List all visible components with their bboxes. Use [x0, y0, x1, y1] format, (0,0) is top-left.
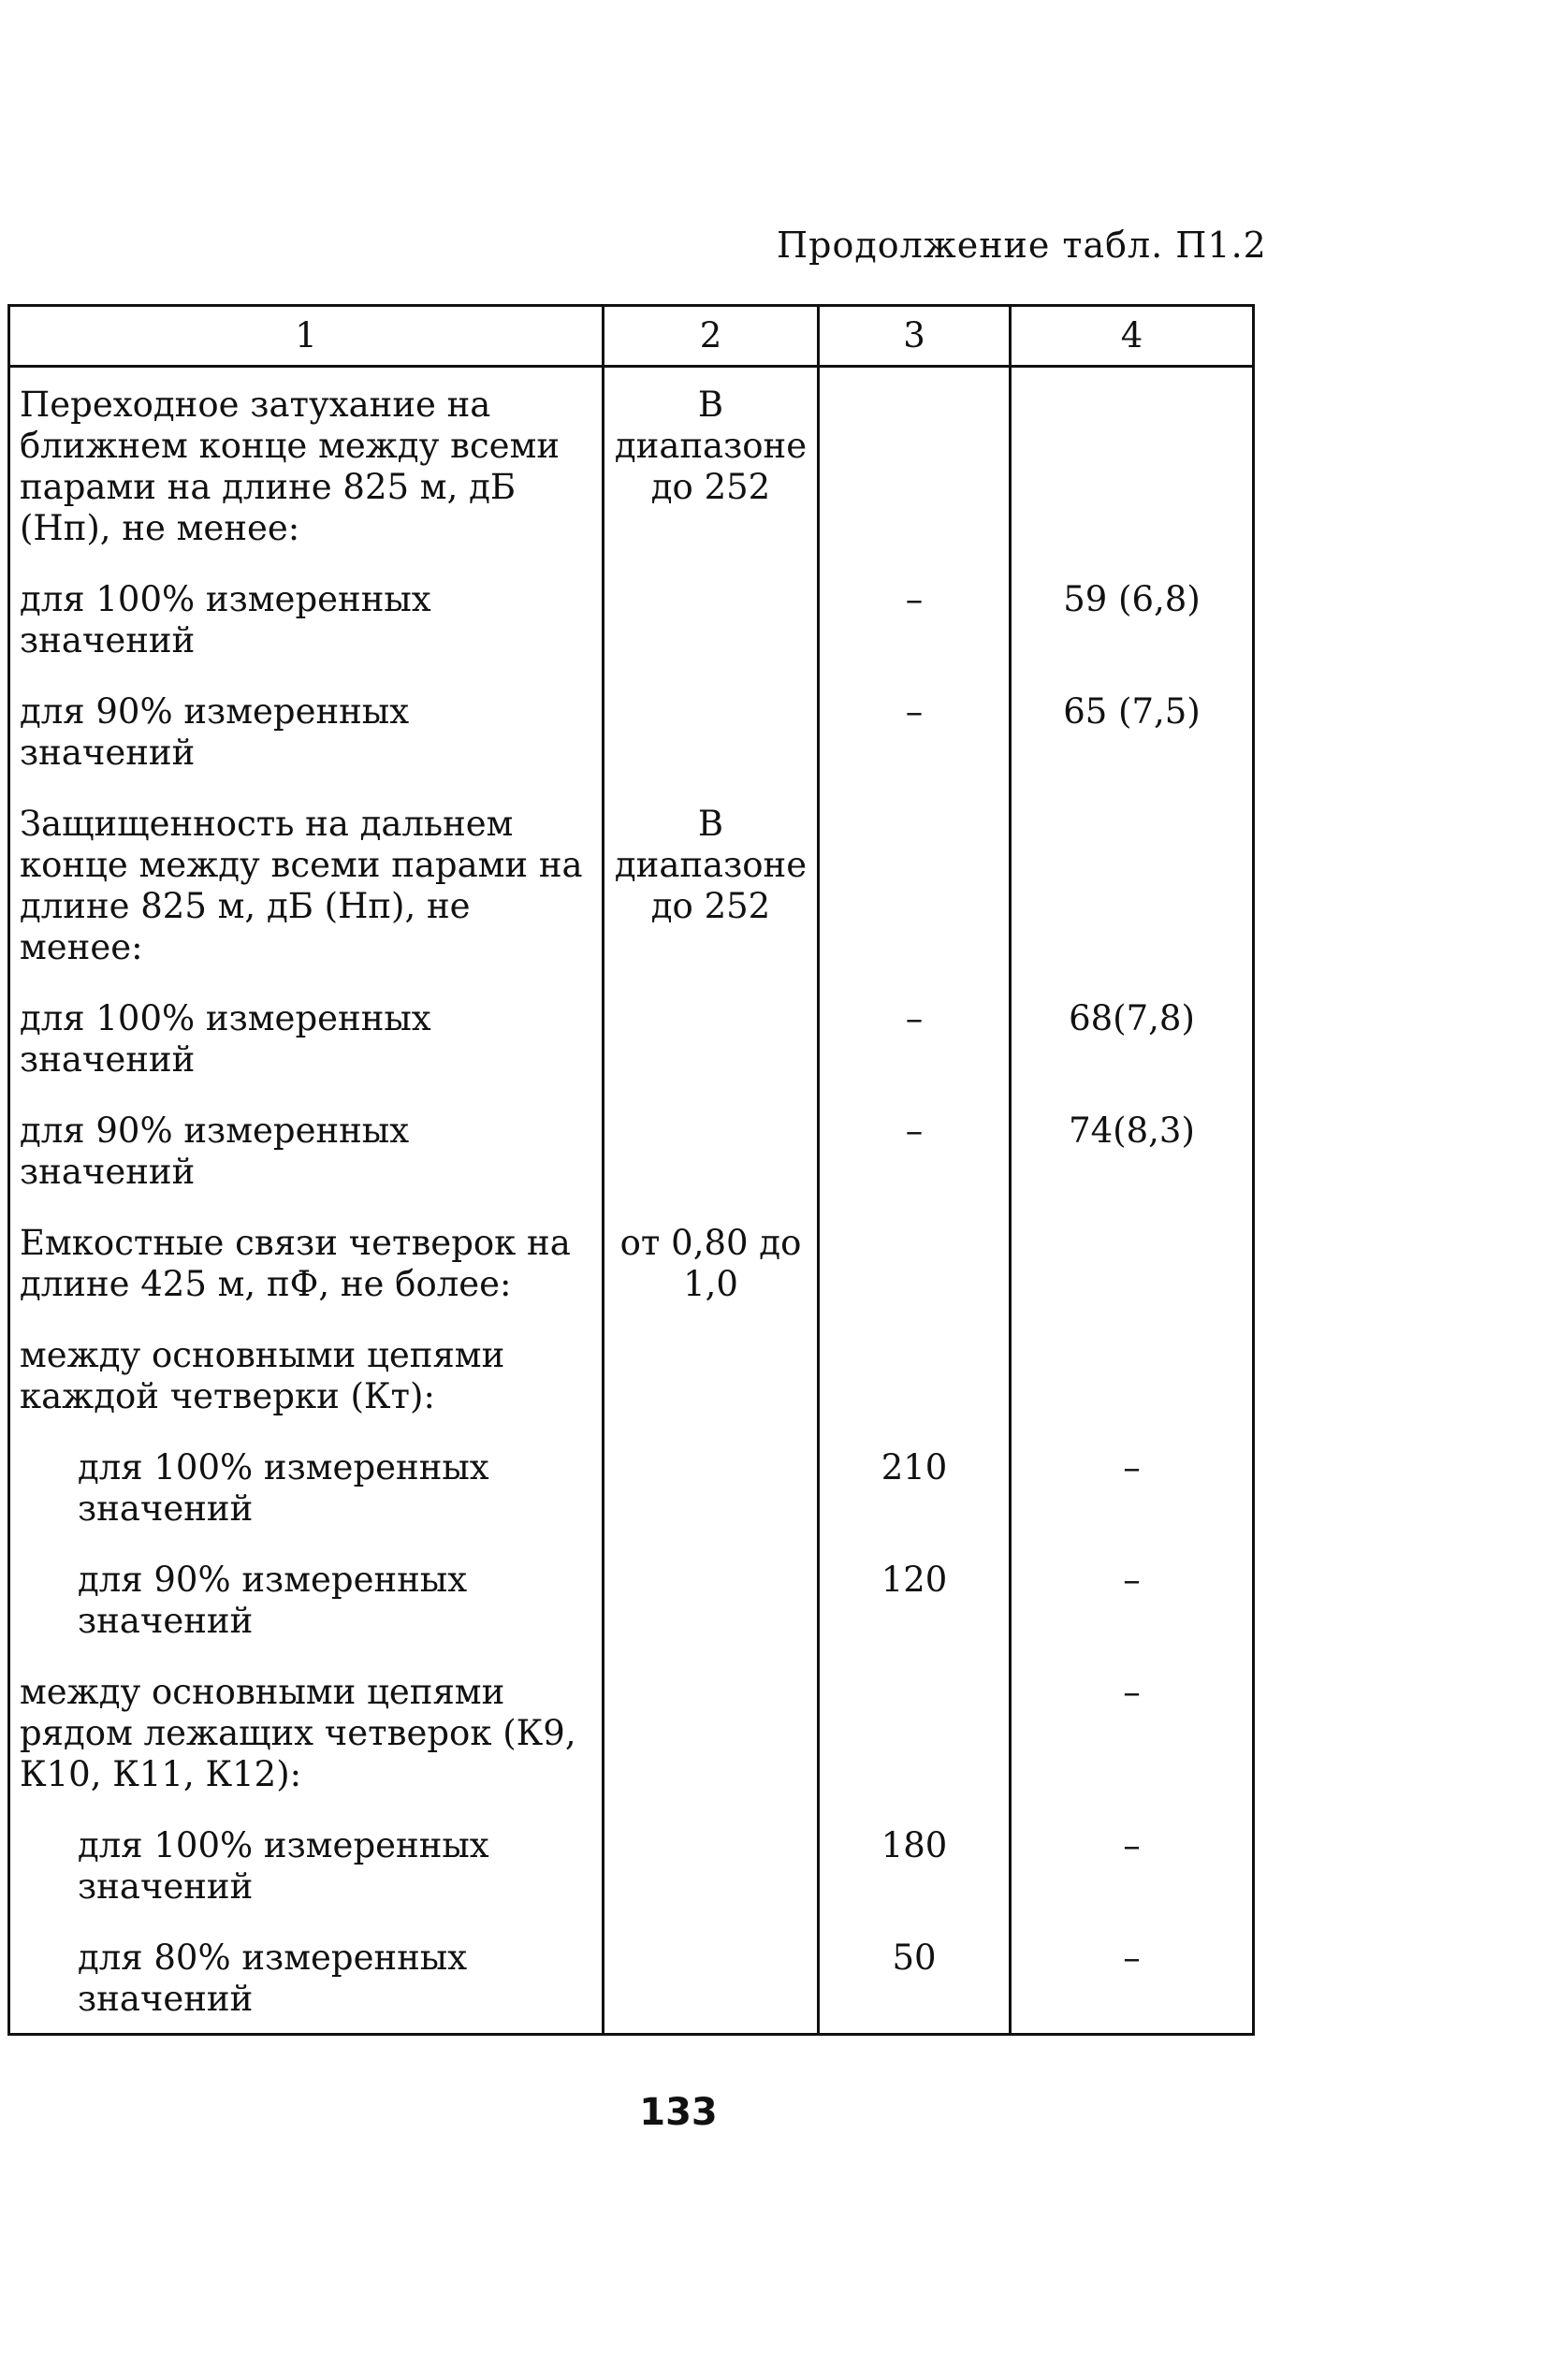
table-row [9, 1921, 1254, 2035]
value-cell-3: 120 [819, 1543, 1011, 1655]
value-cell-3 [819, 1206, 1011, 1318]
range-cell [604, 1921, 819, 2035]
range-cell: В диапазоне до 252 [604, 787, 819, 981]
table-row [9, 675, 1254, 787]
value-cell-4: – [1011, 1655, 1254, 1808]
value-cell-3: – [819, 562, 1011, 675]
table-row [9, 1430, 1254, 1543]
table-row [9, 1655, 1254, 1808]
value-cell-3 [819, 1655, 1011, 1808]
table-row [9, 1808, 1254, 1921]
value-cell-4: – [1011, 1430, 1254, 1543]
parameter-cell: Переходное затухание на ближнем конце между всеми парами на длине 825 м, дБ (Нп), не менее: [9, 367, 604, 563]
table-row [9, 787, 1254, 981]
value-cell-4 [1011, 1206, 1254, 1318]
value-cell-4: 68(7,8) [1011, 981, 1254, 1094]
value-cell-3: 210 [819, 1430, 1011, 1543]
range-cell [604, 981, 819, 1094]
range-cell [604, 1543, 819, 1655]
table-row [9, 1206, 1254, 1318]
page-number: 133 [639, 2091, 718, 2134]
table-row [9, 1318, 1254, 1430]
parameter-cell: между основными цепями рядом лежащих четверок (К9, К10, К11, К12): [9, 1655, 604, 1808]
value-cell-4 [1011, 1318, 1254, 1430]
value-cell-3: 180 [819, 1808, 1011, 1921]
value-cell-4 [1011, 367, 1254, 563]
column-header-2: 2 [604, 306, 819, 367]
parameter-cell: для 100% измеренных значений [9, 981, 604, 1094]
parameter-cell: Защищенность на дальнем конце между всеми парами на длине 825 м, дБ (Нп), не менее: [9, 787, 604, 981]
value-cell-3 [819, 787, 1011, 981]
table-row [9, 1543, 1254, 1655]
value-cell-4: 59 (6,8) [1011, 562, 1254, 675]
range-cell [604, 1094, 819, 1206]
column-header-4: 4 [1011, 306, 1254, 367]
parameter-cell: для 100% измеренных значений [9, 1808, 604, 1921]
range-cell [604, 675, 819, 787]
parameter-cell: для 90% измеренных значений [9, 1543, 604, 1655]
range-cell [604, 1430, 819, 1543]
table-row [9, 367, 1254, 563]
value-cell-3 [819, 367, 1011, 563]
table-row [9, 981, 1254, 1094]
table-row [9, 1094, 1254, 1206]
value-cell-4: 65 (7,5) [1011, 675, 1254, 787]
parameter-cell: для 100% измеренных значений [9, 562, 604, 675]
range-cell [604, 1318, 819, 1430]
parameter-cell: для 100% измеренных значений [9, 1430, 604, 1543]
value-cell-4: – [1011, 1921, 1254, 2035]
column-header-1: 1 [9, 306, 604, 367]
table-caption: Продолжение табл. П1.2 [777, 225, 1267, 266]
range-cell: В диапазоне до 252 [604, 367, 819, 563]
value-cell-3: – [819, 675, 1011, 787]
range-cell: от 0,80 до 1,0 [604, 1206, 819, 1318]
specs-table [7, 304, 1255, 2036]
value-cell-4: 74(8,3) [1011, 1094, 1254, 1206]
parameter-cell: для 90% измеренных значений [9, 1094, 604, 1206]
table-row [9, 562, 1254, 675]
value-cell-3: – [819, 981, 1011, 1094]
value-cell-4: – [1011, 1808, 1254, 1921]
parameter-cell: Емкостные связи четверок на длине 425 м, пФ, не более: [9, 1206, 604, 1318]
range-cell [604, 1808, 819, 1921]
parameter-cell: для 80% измеренных значений [9, 1921, 604, 2035]
parameter-cell: для 90% измеренных значений [9, 675, 604, 787]
column-header-3: 3 [819, 306, 1011, 367]
header-row [9, 306, 1254, 367]
value-cell-3: 50 [819, 1921, 1011, 2035]
value-cell-4 [1011, 787, 1254, 981]
range-cell [604, 562, 819, 675]
parameter-cell: между основными цепями каждой четверки (Кт): [9, 1318, 604, 1430]
value-cell-3 [819, 1318, 1011, 1430]
value-cell-4: – [1011, 1543, 1254, 1655]
value-cell-3: – [819, 1094, 1011, 1206]
range-cell [604, 1655, 819, 1808]
